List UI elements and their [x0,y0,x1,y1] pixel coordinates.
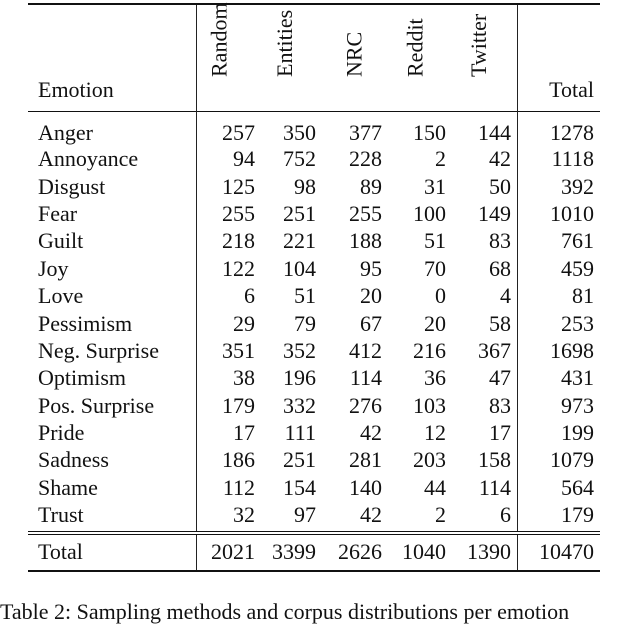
header-entities: Entities [271,9,297,77]
table-row [28,282,600,309]
cell-nrc: 412 [349,337,382,363]
total-label: Total [38,539,83,565]
cell-total: 431 [561,365,594,391]
cell-twitter: 83 [452,392,518,419]
emotion-sampling-table [28,3,600,572]
emotion-label: Disgust [38,173,106,199]
header-emotion: Emotion [38,77,114,102]
cell-reddit: 100 [413,200,446,226]
cell-total: 761 [561,228,594,254]
cell-twitter: 50 [452,173,518,200]
cell-total: 81 [572,283,594,309]
cell-twitter: 144 [452,112,518,146]
cell-random: 94 [197,146,262,173]
cell-entities: 196 [283,365,316,391]
cell-twitter: 149 [452,200,518,227]
table-row [28,112,600,146]
emotion-label: Sadness [38,447,109,473]
cell-random: 257 [197,112,262,146]
cell-twitter: 367 [452,337,518,364]
cell-reddit: 51 [424,228,446,254]
table-row [28,419,600,446]
cell-random: 218 [197,228,262,255]
table-row [28,447,600,474]
cell-reddit: 103 [413,392,446,418]
cell-entities: 251 [283,200,316,226]
table-caption: Table 2: Sampling methods and corpus distributions per emotion [0,599,570,624]
cell-nrc: 67 [360,310,382,336]
cell-reddit: 0 [435,283,446,309]
cell-reddit: 36 [424,365,446,391]
cell-random: 29 [197,310,262,337]
table-row [28,502,600,533]
emotion-label: Fear [38,200,78,226]
cell-nrc: 42 [360,420,382,446]
emotion-label: Joy [38,255,69,281]
cell-twitter: 68 [452,255,518,282]
table-row [28,392,600,419]
total-twitter: 1390 [452,533,518,571]
cell-twitter: 83 [452,228,518,255]
table-row [28,146,600,173]
cell-twitter: 58 [452,310,518,337]
emotion-label: Optimism [38,365,127,391]
cell-random: 32 [197,502,262,533]
cell-twitter: 42 [452,146,518,173]
cell-nrc: 188 [349,228,382,254]
cell-twitter: 158 [452,447,518,474]
cell-reddit: 150 [413,119,446,145]
cell-twitter: 17 [452,419,518,446]
table-row [28,173,600,200]
cell-nrc: 114 [349,365,382,391]
cell-reddit: 20 [424,310,446,336]
cell-total: 179 [561,501,594,527]
header-random: Random [197,4,262,112]
cell-reddit: 203 [413,447,446,473]
cell-entities: 97 [294,501,316,527]
cell-entities: 350 [283,119,316,145]
header-total: Total [549,77,594,102]
table-row [28,228,600,255]
cell-reddit: 12 [424,420,446,446]
table-row [28,310,600,337]
emotion-label: Guilt [38,228,84,254]
cell-nrc: 20 [360,283,382,309]
emotion-label: Annoyance [38,146,139,172]
table-row [28,200,600,227]
cell-total: 1698 [550,337,594,363]
cell-nrc: 89 [360,173,382,199]
emotion-label: Pessimism [38,310,133,336]
cell-nrc: 276 [349,392,382,418]
cell-nrc: 255 [349,200,382,226]
cell-random: 255 [197,200,262,227]
cell-reddit: 2 [435,501,446,527]
header-nrc: NRC [341,31,367,77]
table-row [28,255,600,282]
cell-total: 199 [561,420,594,446]
table-row [28,474,600,501]
cell-random: 186 [197,447,262,474]
cell-random: 38 [197,365,262,392]
cell-reddit: 31 [424,173,446,199]
cell-entities: 111 [284,420,316,446]
cell-entities: 154 [283,474,316,500]
header-reddit: Reddit [402,18,428,77]
cell-nrc: 140 [349,474,382,500]
cell-total: 253 [561,310,594,336]
cell-random: 17 [197,419,262,446]
cell-entities: 79 [294,310,316,336]
cell-reddit: 2 [435,146,446,172]
table-row [28,365,600,392]
cell-entities: 51 [294,283,316,309]
emotion-label: Love [38,283,84,309]
cell-random: 112 [197,474,262,501]
cell-nrc: 42 [360,501,382,527]
cell-entities: 221 [283,228,316,254]
grand-total: 10470 [539,539,594,565]
table-row [28,337,600,364]
total-entities: 3399 [272,539,316,565]
cell-entities: 332 [283,392,316,418]
emotion-label: Shame [38,474,98,500]
header-row [28,4,600,112]
cell-total: 459 [561,255,594,281]
cell-twitter: 47 [452,365,518,392]
cell-entities: 251 [283,447,316,473]
cell-nrc: 281 [349,447,382,473]
cell-entities: 98 [294,173,316,199]
cell-total: 1079 [550,447,594,473]
cell-total: 1010 [550,200,594,226]
cell-reddit: 216 [413,337,446,363]
total-row [28,533,600,571]
cell-reddit: 44 [424,474,446,500]
cell-twitter: 4 [452,282,518,309]
emotion-label: Trust [38,501,84,527]
total-random: 2021 [197,533,262,571]
cell-random: 122 [197,255,262,282]
cell-random: 351 [197,337,262,364]
cell-random: 6 [197,282,262,309]
header-twitter: Twitter [452,4,518,112]
cell-twitter: 114 [452,474,518,501]
emotion-label: Anger [38,119,93,145]
cell-nrc: 95 [360,255,382,281]
cell-total: 392 [561,173,594,199]
cell-entities: 752 [283,146,316,172]
total-nrc: 2626 [338,539,382,565]
cell-entities: 352 [283,337,316,363]
emotion-label: Pos. Surprise [38,392,155,418]
cell-nrc: 228 [349,146,382,172]
cell-reddit: 70 [424,255,446,281]
total-reddit: 1040 [402,539,446,565]
cell-twitter: 6 [452,502,518,533]
emotion-label: Pride [38,420,85,446]
cell-random: 125 [197,173,262,200]
cell-total: 973 [561,392,594,418]
emotion-label: Neg. Surprise [38,337,159,363]
cell-random: 179 [197,392,262,419]
cell-total: 1278 [550,119,594,145]
cell-total: 564 [561,474,594,500]
cell-nrc: 377 [349,119,382,145]
cell-entities: 104 [283,255,316,281]
cell-total: 1118 [551,146,594,172]
